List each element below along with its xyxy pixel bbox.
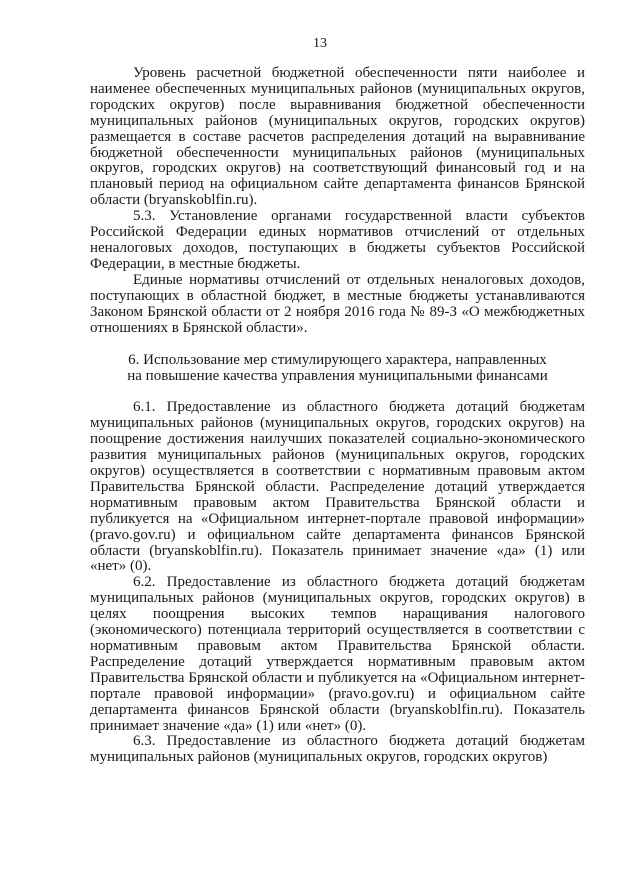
section-spacer	[90, 336, 585, 352]
paragraph-budget-level: Уровень расчетной бюджетной обеспеченности пяти наиболее и наименее обеспеченных муниципальных районов (муниципальных округов, городских округов) после выравнивания бюджетной обеспеченности муниципальных районов (муниципальных округов, городских округов) размещается в составе расчетов распределения дотаций на выравнивание бюджетной обеспеченности муниципальных районов (муниципальных округов, городских округов) на соответствующий финансовый год и на плановый период на официальном сайте департамента финансов Брянской области (bryanskoblfin.ru).	[90, 65, 585, 209]
paragraph-6-3: 6.3. Предоставление из областного бюджета дотаций бюджетам муниципальных районов (муниципальных округов, городских округов)	[90, 733, 585, 766]
section-heading-line-1: 6. Использование мер стимулирующего характера, направленных	[128, 352, 547, 369]
section-spacer	[90, 384, 585, 400]
document-body	[90, 66, 585, 766]
paragraph-6-2: 6.2. Предоставление из областного бюджета дотаций бюджетам муниципальных районов (муниципальных округов, городских округов) в целях поощрения высоких темпов наращивания налогового (экономического) потенциала территорий осуществляется в соответствии с нормативным правовым актом Правительства Брянской области. Распределение дотаций утверждается нормативным правовым актом Правительства Брянской области и публикуется на «Официальном интернет-портале правовой информации» (pravo.gov.ru) и официальном сайте департамента финансов Брянской области (bryanskoblfin.ru). Показатель принимает значение «да» (1) или «нет» (0).	[90, 574, 585, 734]
paragraph-unified-norms: Единые нормативы отчислений от отдельных неналоговых доходов, поступающих в областной бюджет, в местные бюджеты устанавливаются Законом Брянской области от 2 ноября 2016 года № 89-З «О межбюджетных отношениях в Брянской области».	[90, 271, 585, 336]
paragraph-6-1: 6.1. Предоставление из областного бюджета дотаций бюджетам муниципальных районов (муниципальных округов, городских округов) на поощрение достижения наилучших показателей социально-экономического развития муниципальных районов (муниципальных округов, городских округов) осуществляется в соответствии с нормативным правовым актом Правительства Брянской области. Распределение дотаций утверждается нормативным правовым актом Правительства Брянской области и публикуется на «Официальном интернет-портале правовой информации» (pravo.gov.ru) и официальном сайте департамента финансов Брянской области (bryanskoblfin.ru). Показатель принимает значение «да» (1) или «нет» (0).	[90, 399, 585, 575]
page-number: 13	[313, 36, 327, 51]
section-heading-6	[90, 352, 585, 384]
paragraph-5-3: 5.3. Установление органами государственной власти субъектов Российской Федерации единых нормативов отчислений от отдельных неналоговых доходов, поступающих в бюджеты субъектов Российской Федерации, в местные бюджеты.	[90, 208, 585, 272]
section-heading-line-2: на повышение качества управления муниципальными финансами	[127, 368, 548, 385]
